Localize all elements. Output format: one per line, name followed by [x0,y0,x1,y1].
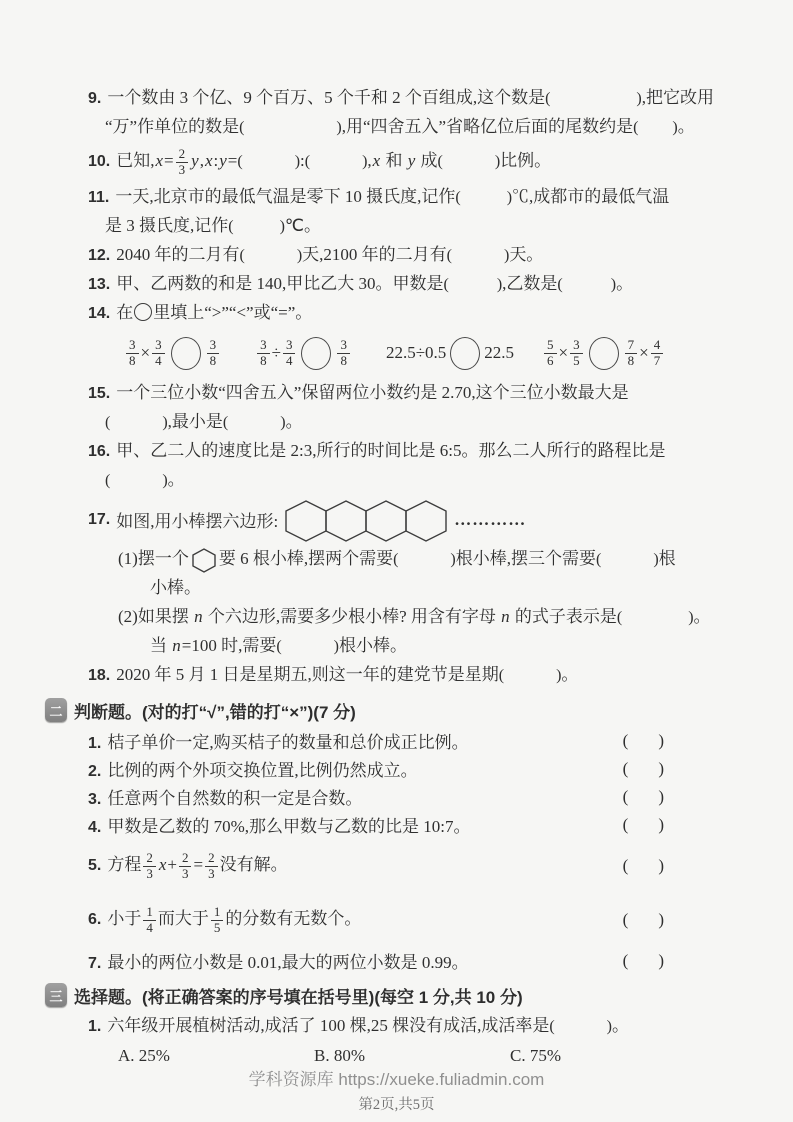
text: ,用“四舍五入”省略亿位后面的尾数约是 [341,117,634,136]
question-line [88,661,744,690]
answer-bracket: ( ) [622,814,664,834]
text: 22.5 [484,343,515,363]
question-number: 5. [88,856,102,874]
text: 六年级开展植树活动,成活了 100 棵,25 棵没有成活,成活率是 [107,1015,550,1035]
text: 小棒。 [150,577,201,597]
question-line [88,183,744,212]
question-number: 9. [88,90,102,107]
fraction: $\frac{5}{6}$ [544,338,557,369]
judge-item-text [88,850,623,882]
judge-section-header [45,698,744,723]
choice-section-header [45,983,744,1008]
fraction: $\frac{2}{3}$ [176,147,189,178]
answer-blank: ( ) [595,550,659,568]
judge-item [88,783,744,811]
text: 的式子表示是 [510,606,617,626]
text: 比例的两个外项交换位置,比例仍然成立。 [107,761,418,781]
answer-blank: ( ) [455,188,513,206]
question-line [88,408,744,437]
question-line [88,574,744,603]
answer-blank: ( ) [222,413,286,431]
text: 任意两个自然数的积一定是合数。 [107,789,363,809]
text: : [300,151,305,171]
footer-site-url: 学科资源库 https://xueke.fuliadmin.com [248,1070,545,1089]
text: 。 [167,469,185,489]
question-line [88,495,744,545]
question-number: 6. [88,910,102,928]
fraction: $\frac{3}{8}$ [126,338,139,369]
judge-item-text [88,756,623,781]
variable: x [155,151,164,171]
text: 方程 [107,854,142,874]
fraction: $\frac{7}{8}$ [625,338,638,369]
judge-item [88,839,744,893]
question-line [88,299,744,328]
text: 根 [658,548,676,568]
question-number: 4. [88,819,102,837]
answer-blank: ( ) [437,153,501,171]
fraction: $\frac{4}{7}$ [651,338,664,369]
choice-questions [88,1012,744,1070]
text: 甲、乙二人的速度比是 2:3,所行的时间比是 6:5。那么二人所行的路程比是 [116,440,666,460]
text: 是 3 摄氏度,记作 [105,215,229,235]
choice-option: A. 25% [118,1045,170,1065]
judge-section-title: 判断题。(对的打“√”,错的打“×”)(7 分) [74,702,356,722]
answer-blank: ( ) [393,550,456,568]
text: 根小棒。 [339,635,407,655]
text: 小于 [107,908,142,928]
question-number: 18. [88,666,111,684]
text: (2)如果摆 [118,606,194,626]
text: = [164,151,174,171]
question-line [88,241,744,270]
variable: x [158,854,167,874]
fraction: $\frac{1}{5}$ [211,905,224,936]
compare-circle [450,337,480,370]
text: = [227,151,238,171]
small-circle-icon [134,303,152,321]
question-line [88,603,744,632]
question-number: 10. [88,153,111,171]
text: 在 [116,302,134,322]
text: = [193,854,204,874]
text: 和 [381,151,407,171]
text: 最小的两位小数是 0.01,最大的两位小数是 0.99。 [107,953,469,973]
text: ℃。 [284,215,321,235]
variable: x [372,151,381,171]
question-number: 12. [88,246,111,264]
judge-questions [88,727,744,975]
text: ℃,成都市的最低气温 [512,186,670,206]
page-content [49,84,744,1070]
answer-blank: ( ) [228,217,285,235]
text: 甲数是乙数的 70%,那么甲数与乙数的比是 10:7。 [107,817,471,837]
text: 没有解。 [219,854,288,874]
question-line [88,113,744,142]
text: 2020 年 5 月 1 日是星期五,则这一年的建党节是星期 [116,664,499,684]
text: × [639,343,649,363]
fraction: $\frac{3}{4}$ [283,338,296,369]
choice-question [88,1012,744,1041]
question-line [88,545,744,574]
question-line [88,466,744,495]
answer-blank: ( ) [239,246,303,264]
question-number: 1. [88,735,102,753]
text: ,把它改用 [641,88,714,107]
text: 22.5÷0.5 [385,343,447,363]
judge-item-text [88,948,623,973]
fraction: $\frac{2}{3}$ [143,851,156,882]
fraction: $\frac{2}{3}$ [179,851,192,882]
question-number: 1. [88,1017,102,1035]
text: : [213,151,219,171]
judge-item-text [88,904,623,936]
answer-blank: ( ) [549,1017,612,1035]
text: 而大于 [157,908,209,928]
question-number: 7. [88,955,102,973]
answer-bracket: ( ) [622,730,664,750]
text: 。 [612,1015,629,1035]
text: 的分数有无数个。 [225,908,362,928]
answer-blank: ( ) [443,275,503,293]
choice-option: C. 75% [510,1045,561,1065]
text: (1)摆一个 [118,548,189,568]
answer-blank: ( ) [304,153,368,171]
question-line [88,212,744,241]
answer-blank: ( ) [446,246,510,264]
answer-blank: ( ) [557,275,617,293]
question-number: 2. [88,763,102,781]
answer-blank: ( ) [545,90,642,107]
text: + [167,854,177,874]
answer-blank: ( ) [105,413,168,431]
text: 当 [150,635,172,655]
text: 成 [416,151,438,171]
judge-item-text [88,784,623,809]
answer-bracket: ( ) [622,786,664,806]
section-three-badge-icon: 三 [45,983,67,1007]
text: 。 [561,664,579,684]
text: ÷ [271,343,281,363]
question-number: 11. [88,188,110,206]
fraction: $\frac{3}{8}$ [337,338,350,369]
section-two-badge-icon: 二 [45,698,67,722]
judge-item [88,811,744,839]
variable: n [172,635,181,655]
judge-item [88,893,744,947]
compare-circle [589,337,619,370]
hexagon-icon [191,547,217,574]
text: 天,2100 年的二月有 [302,244,447,264]
fraction: $\frac{1}{4}$ [143,905,156,936]
judge-item [88,947,744,975]
text: , [199,151,204,171]
answer-bracket: ( ) [622,950,664,970]
fill-in-questions [88,84,744,690]
text: 如图,用小棒摆六边形: [116,512,279,532]
text: 。 [285,411,303,431]
text: 根小棒,摆三个需要 [455,548,596,568]
variable: n [501,606,510,626]
question-number: 13. [88,275,111,293]
answer-bracket: ( ) [622,855,664,875]
fraction: $\frac{3}{8}$ [207,338,220,369]
fraction: $\frac{2}{3}$ [205,851,218,882]
text: 一天,北京市的最低气温是零下 10 摄氏度,记作 [115,186,456,206]
text: 已知, [116,151,155,171]
question-number: 17. [88,510,111,528]
question-number: 3. [88,791,102,809]
text: 天。 [509,244,544,264]
footer-page-number: 第2页,共5页 [358,1097,435,1113]
question-line [88,328,744,379]
text: , [367,151,372,171]
text: 要 6 根小棒,摆两个需要 [218,548,394,568]
answer-blank: ( ) [105,471,168,489]
variable: y [219,151,227,171]
judge-item [88,727,744,755]
question-line [88,142,744,183]
answer-bracket: ( ) [622,909,664,929]
text: 一个数由 3 个亿、9 个百万、5 个千和 2 个百组成,这个数是 [107,88,546,107]
answer-blank: ( ) [633,119,678,136]
text: 2040 年的二月有 [116,244,240,264]
question-number: 14. [88,304,111,322]
question-line [88,437,744,466]
question-line [88,270,744,299]
variable: y [407,151,416,171]
question-line [88,632,744,661]
text: 个六边形,需要多少根小棒? 用含有字母 [203,606,501,626]
answer-blank: ( ) [498,666,562,684]
text: ,最小是 [167,411,223,431]
question-line [88,84,744,113]
fraction: $\frac{3}{5}$ [570,338,583,369]
question-number: 15. [88,384,111,402]
text: 。 [677,117,695,136]
question-number: 16. [88,442,111,460]
text: 一个三位小数“四舍五入”保留两位小数约是 2.70,这个三位小数最大是 [116,382,629,402]
text: =100 时,需要 [181,635,277,655]
choice-section-title: 选择题。(将正确答案的序号填在括号里)(每空 1 分,共 10 分) [74,987,523,1007]
text: “万”作单位的数是 [105,117,240,136]
text: 。 [693,606,711,626]
compare-circle [171,337,201,370]
text: 甲、乙两数的和是 140,甲比乙大 30。甲数是 [116,273,444,293]
answer-blank: ( ) [276,637,339,655]
answer-blank: ( ) [239,119,342,136]
hexagon-chain-figure [282,497,450,543]
text: × [558,343,569,363]
judge-item [88,755,744,783]
ellipsis-dots: ………… [454,509,527,529]
text: 桔子单价一定,购买桔子的数量和总价成正比例。 [107,733,469,753]
fraction: $\frac{3}{4}$ [152,338,165,369]
page-footer [0,1065,793,1114]
answer-blank: ( ) [237,153,301,171]
compare-circle [301,337,331,370]
question-line [88,379,744,408]
variable: n [194,606,203,626]
text: × [140,343,151,363]
text: 里填上“>”“<”或“=”。 [153,302,313,322]
text: 。 [616,273,634,293]
choice-option: B. 80% [314,1045,365,1065]
variable: x [204,151,213,171]
answer-bracket: ( ) [622,758,664,778]
fraction: $\frac{3}{8}$ [257,338,270,369]
judge-item-text [88,728,623,753]
text: ,乙数是 [502,273,558,293]
text: 比例。 [500,151,552,171]
answer-blank: ( ) [616,608,694,626]
judge-item-text [88,812,623,837]
variable: y [191,151,199,171]
